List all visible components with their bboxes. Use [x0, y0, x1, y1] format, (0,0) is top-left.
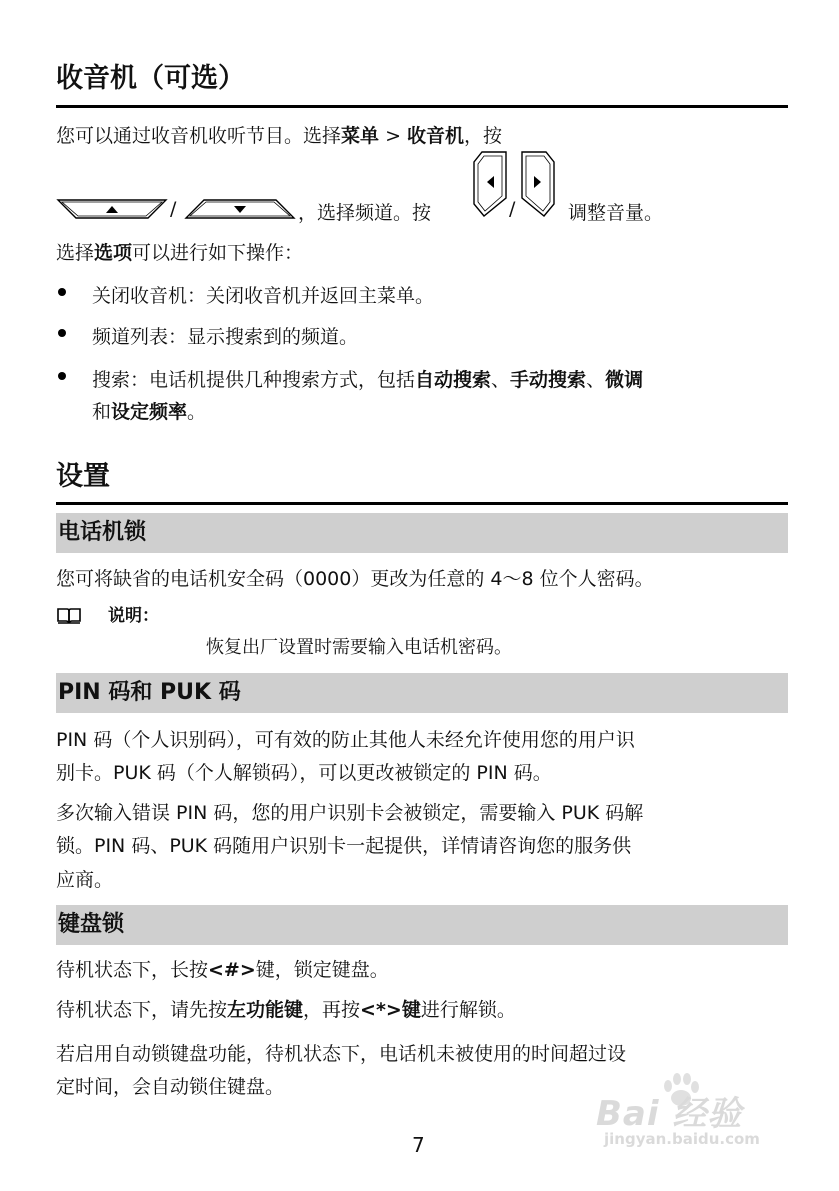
settings-rule — [56, 502, 788, 505]
bullet-search-cont: 和设定频率。 — [92, 401, 207, 423]
right-key-icon — [518, 150, 558, 220]
watermark-url: jingyan.baidu.com — [604, 1130, 760, 1148]
pin-puk-line: 别卡。PUK 码（个人解锁码），可以更改被锁定的 PIN 码。 — [56, 762, 552, 784]
note-label: 说明： — [108, 606, 159, 626]
title-rule — [56, 105, 788, 108]
note-body: 恢复出厂设置时需要输入电话机密码。 — [206, 637, 512, 658]
bullet-dot — [58, 329, 66, 337]
pin-puk-line: 应商。 — [56, 869, 114, 891]
page-number: 7 — [412, 1133, 425, 1157]
keypad-lock-line: 待机状态下，长按<#>键，锁定键盘。 — [56, 959, 389, 981]
radio-term: 收音机 — [407, 125, 465, 147]
options-term: 选项 — [94, 242, 133, 264]
bullet-search: 搜索：电话机提供几种搜索方式，包括自动搜索、手动搜索、微调 — [92, 369, 644, 391]
keypad-lock-line: 若启用自动锁键盘功能，待机状态下，电话机未被使用的时间超过设 — [56, 1043, 627, 1065]
left-key-icon — [470, 150, 510, 220]
radio-title: 收音机（可选） — [56, 63, 245, 94]
bullet-dot — [58, 372, 66, 380]
keypad-lock-heading: 键盘锁 — [56, 905, 788, 945]
bullet-close-radio: 关闭收音机：关闭收音机并返回主菜单。 — [92, 285, 435, 307]
pin-puk-line: 锁。PIN 码、PUK 码随用户识别卡一起提供，详情请咨询您的服务供 — [56, 835, 632, 857]
baidu-watermark — [588, 1070, 788, 1160]
watermark-brand: Bai 经验 — [596, 1094, 743, 1134]
phone-lock-body: 您可将缺省的电话机安全码（0000）更改为任意的 4～8 位个人密码。 — [56, 568, 654, 590]
bullet-channel-list: 频道列表：显示搜索到的频道。 — [92, 326, 359, 348]
key-icons-row: / ，选择频道。按 / 调整音量。 — [56, 150, 788, 226]
radio-intro: 您可以通过收音机收听节目。选择菜单 > 收音机，按 — [56, 125, 503, 147]
keypad-lock-line: 定时间，会自动锁住键盘。 — [56, 1076, 285, 1098]
keypad-lock-line: 待机状态下，请先按左功能键，再按<*>键进行解锁。 — [56, 999, 516, 1021]
menu-term: 菜单 — [341, 125, 380, 147]
bullet-dot — [58, 288, 66, 296]
pin-puk-line: PIN 码（个人识别码），可有效的防止其他人未经允许使用您的用户识 — [56, 729, 635, 751]
phone-lock-heading: 电话机锁 — [56, 513, 788, 553]
up-key-icon — [56, 196, 168, 222]
down-key-icon — [184, 196, 296, 222]
pin-puk-heading: PIN 码和 PUK 码 — [56, 673, 788, 713]
settings-title: 设置 — [56, 461, 110, 492]
options-line: 选择选项可以进行如下操作： — [56, 242, 304, 264]
pin-puk-line: 多次输入错误 PIN 码，您的用户识别卡会被锁定，需要输入 PUK 码解 — [56, 802, 644, 824]
book-icon — [56, 606, 82, 626]
